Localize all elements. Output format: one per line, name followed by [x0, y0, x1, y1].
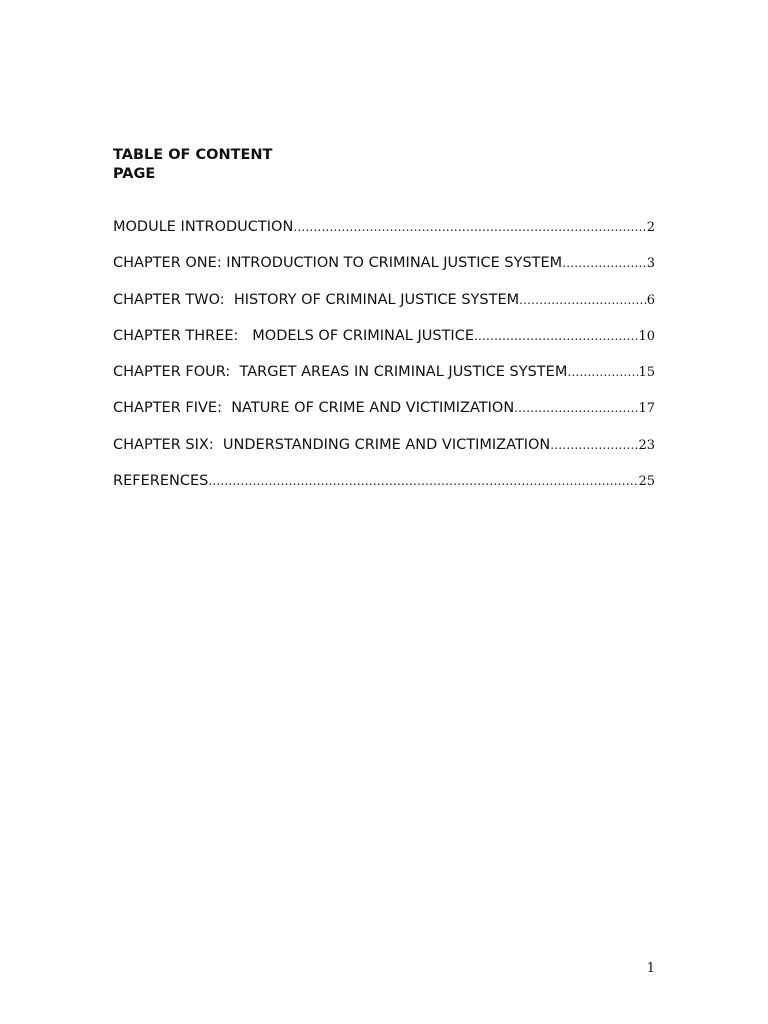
toc-entry-title: CHAPTER THREE: MODELS OF CRIMINAL JUSTICE — [113, 327, 474, 344]
toc-heading-title: TABLE OF CONTENT — [113, 147, 273, 163]
toc-dot-leader — [474, 329, 638, 343]
toc-dot-leader — [562, 256, 647, 270]
toc-list — [113, 217, 655, 507]
toc-entry-page: 15 — [638, 365, 655, 381]
toc-entry-chapter-three[interactable] — [113, 326, 655, 362]
toc-entry-title: CHAPTER TWO: HISTORY OF CRIMINAL JUSTICE SYSTEM — [113, 291, 520, 308]
toc-entry-page: 17 — [638, 401, 655, 417]
toc-entry-title: CHAPTER ONE: INTRODUCTION TO CRIMINAL JUSTICE SYSTEM — [113, 255, 563, 272]
toc-dot-leader — [519, 293, 647, 307]
toc-entry-page: 10 — [638, 328, 655, 344]
toc-entry-page: 2 — [646, 220, 655, 235]
toc-entry-chapter-one[interactable] — [113, 253, 655, 289]
toc-heading — [113, 146, 413, 184]
toc-dot-leader — [293, 220, 646, 234]
page-number: 1 — [646, 961, 655, 976]
toc-entry-title: REFERENCES — [113, 473, 209, 490]
toc-heading-page-label: PAGE — [113, 166, 156, 182]
toc-entry-page: 23 — [638, 437, 655, 453]
toc-dot-leader — [567, 365, 638, 379]
toc-entry-chapter-five[interactable] — [113, 398, 655, 434]
toc-dot-leader — [550, 438, 638, 452]
toc-entry-title: CHAPTER SIX: UNDERSTANDING CRIME AND VICTIMIZATION — [113, 436, 551, 453]
toc-entry-references[interactable] — [113, 471, 655, 507]
toc-entry-chapter-four[interactable] — [113, 362, 655, 398]
toc-entry-page: 6 — [646, 292, 655, 308]
toc-entry-module-introduction[interactable] — [113, 217, 655, 253]
toc-entry-title: MODULE INTRODUCTION — [113, 219, 294, 235]
toc-entry-page: 3 — [646, 256, 655, 272]
toc-dot-leader — [514, 401, 638, 415]
toc-entry-chapter-two[interactable] — [113, 290, 655, 326]
toc-entry-title: CHAPTER FOUR: TARGET AREAS IN CRIMINAL JUSTICE SYSTEM — [113, 364, 568, 381]
toc-entry-title: CHAPTER FIVE: NATURE OF CRIME AND VICTIMIZATION — [113, 400, 515, 417]
toc-dot-leader — [208, 474, 638, 488]
toc-entry-chapter-six[interactable] — [113, 435, 655, 471]
toc-entry-page: 25 — [638, 474, 655, 490]
